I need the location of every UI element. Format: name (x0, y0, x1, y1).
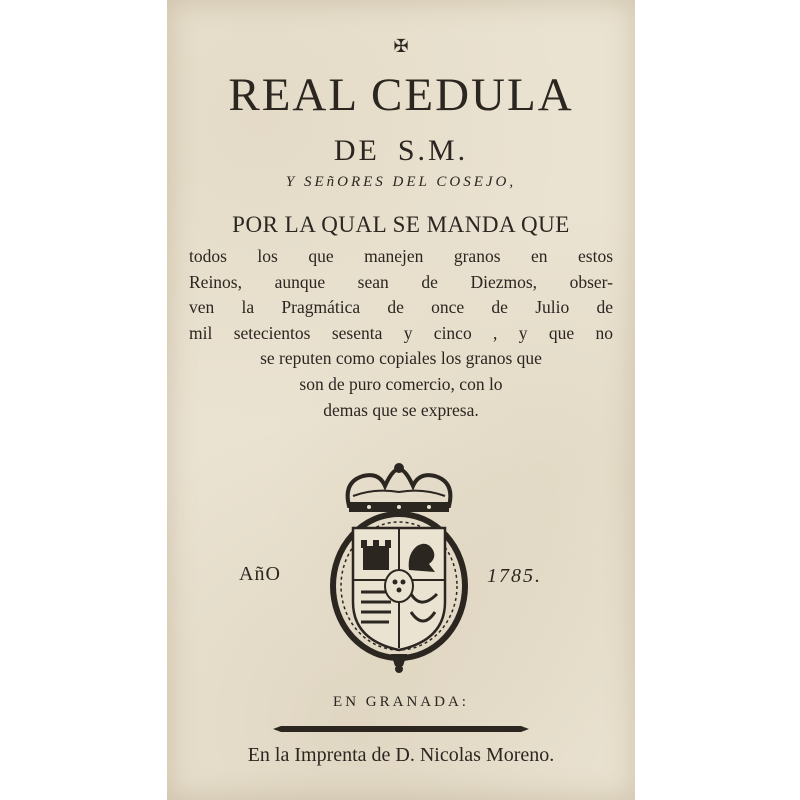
body-line: demas que se expresa. (323, 399, 479, 420)
body-text (189, 244, 613, 423)
body-line: todos los que manejen granos en estos (189, 246, 613, 266)
body-line: son de puro comercio, con lo (299, 373, 503, 394)
council-line: Y SEñORES DEL COSEJO, (285, 174, 517, 190)
document-subtitle (167, 134, 635, 168)
lead-line: POR LA QUAL SE MANDA QUE (232, 212, 570, 237)
body-line: se reputen como copiales los granos que (260, 348, 542, 369)
printer-line: En la Imprenta de D. Nicolas Moreno. (247, 744, 555, 766)
document-title: REAL CEDULA (228, 69, 574, 121)
body-line: mil setecientos sesenta y cinco , y que no (189, 322, 613, 343)
year-value: 1785. (487, 565, 542, 587)
subtitle-de: DE (333, 134, 380, 167)
document-page (167, 0, 635, 800)
ornamental-rule (273, 726, 529, 732)
fleuron-ornament: ✠ (393, 36, 409, 56)
body-line: Reinos, aunque sean de Diezmos, obser- (189, 271, 613, 292)
year-label: AñO (239, 563, 281, 585)
subtitle-sm: S.M. (397, 134, 469, 167)
imprint-city: EN GRANADA: (333, 694, 469, 710)
body-line: ven la Pragmática de once de Julio de (189, 297, 613, 318)
royal-coat-of-arms (319, 462, 479, 674)
